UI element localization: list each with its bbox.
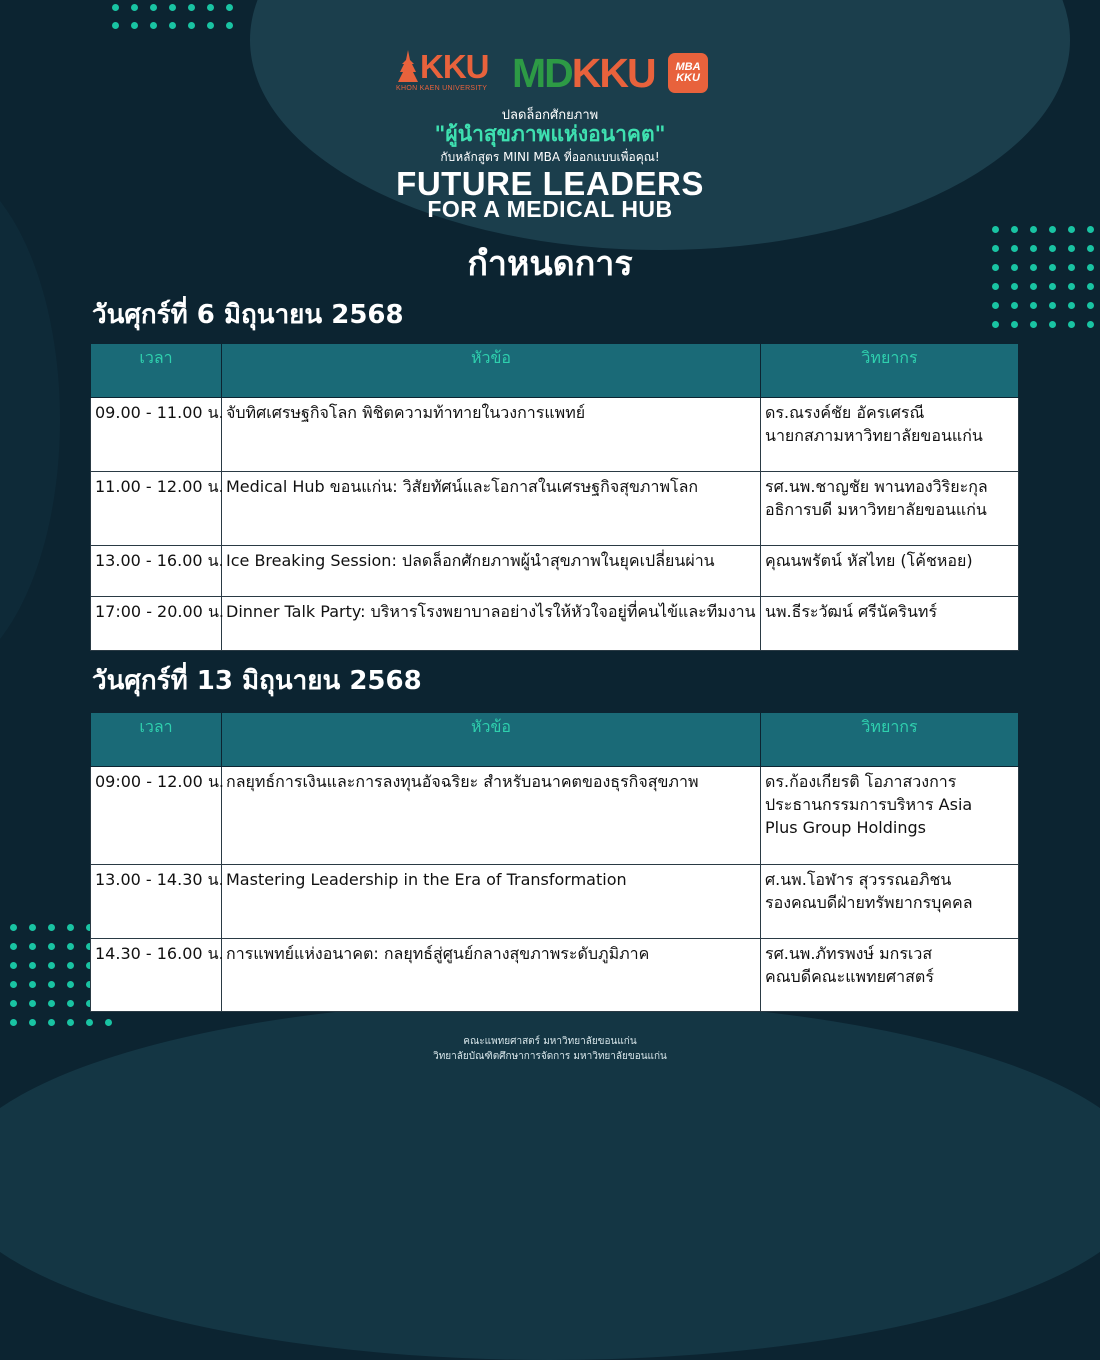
row-time: 09:00 - 12.00 น.	[91, 767, 222, 865]
decor-dot	[169, 22, 176, 29]
table-row	[91, 398, 1019, 472]
decor-dot	[67, 981, 74, 988]
decor-dot	[48, 962, 55, 969]
row-speaker	[761, 546, 1019, 597]
speaker-position: ประธานกรรมการบริหาร Asia	[765, 795, 973, 814]
mba-badge-line-1: MBA	[675, 61, 701, 73]
speaker-name: รศ.นพ.ชาญชัย พานทองวิริยะกุล	[765, 477, 988, 496]
speaker-position: รองคณบดีฝ่ายทรัพยากรบุคคล	[765, 893, 973, 912]
decor-dot	[48, 1019, 55, 1026]
kku-logo-text: KKU	[420, 48, 489, 85]
table-row	[91, 546, 1019, 597]
decor-dot	[188, 22, 195, 29]
decor-dot	[1049, 226, 1056, 233]
footer-line-1: คณะแพทยศาสตร์ มหาวิทยาลัยขอนแก่น	[463, 1036, 637, 1047]
decor-dot	[10, 924, 17, 931]
decor-dot	[29, 962, 36, 969]
col-header-time: เวลา	[91, 344, 222, 398]
decor-dot	[1030, 226, 1037, 233]
decor-dot	[112, 22, 119, 29]
decor-dot	[1087, 226, 1094, 233]
speaker-name: ดร.ก้องเกียรติ โอภาสวงการ	[765, 772, 957, 791]
col-header-speaker: วิทยากร	[761, 713, 1019, 767]
table-header-row	[91, 713, 1019, 767]
decor-dot	[29, 1000, 36, 1007]
decor-dot	[226, 22, 233, 29]
decor-dot	[1087, 321, 1094, 328]
decor-dot	[226, 4, 233, 11]
decor-dot	[1068, 302, 1075, 309]
decor-dot	[1049, 302, 1056, 309]
row-topic: จับทิศเศรษฐกิจโลก พิชิตความท้าทายในวงการแพทย์	[222, 398, 761, 472]
decor-dot	[150, 22, 157, 29]
speaker-name: ดร.ณรงค์ชัย อัครเศรณี	[765, 403, 925, 422]
footer-line-2: วิทยาลัยบัณฑิตศึกษาการจัดการ มหาวิทยาลัยขอนแก่น	[433, 1051, 667, 1062]
table-row	[91, 597, 1019, 651]
day2-title: วันศุกร์ที่ 13 มิถุนายน 2568	[92, 666, 422, 696]
tagline-bottom: กับหลักสูตร MINI MBA ที่ออกแบบเพื่อคุณ!	[440, 150, 660, 164]
speaker-name: คุณนพรัตน์ หัสไทย (โค้ชหอย)	[765, 551, 973, 570]
decor-dot	[131, 4, 138, 11]
decor-dot	[992, 226, 999, 233]
decor-dot	[1087, 302, 1094, 309]
mba-kku-badge	[668, 53, 708, 93]
decor-dot	[10, 1019, 17, 1026]
row-topic: Medical Hub ขอนแก่น: วิสัยทัศน์และโอกาสในเศรษฐกิจสุขภาพโลก	[222, 472, 761, 546]
row-topic: Dinner Talk Party: บริหารโรงพยาบาลอย่างไรให้หัวใจอยู่ที่คนไข้และทีมงาน	[222, 597, 761, 651]
day1-schedule-table	[90, 343, 1019, 651]
kku-logo	[396, 50, 500, 92]
row-topic: Mastering Leadership in the Era of Transformation	[222, 865, 761, 939]
table-row	[91, 939, 1019, 1012]
decor-dot	[10, 962, 17, 969]
decor-dot	[207, 22, 214, 29]
table-row	[91, 865, 1019, 939]
table-row	[91, 472, 1019, 546]
table-header-row	[91, 344, 1019, 398]
decor-dot	[29, 943, 36, 950]
decor-dot	[207, 4, 214, 11]
row-topic: การแพทย์แห่งอนาคต: กลยุทธ์สู่ศูนย์กลางสุขภาพระดับภูมิภาค	[222, 939, 761, 1012]
row-time: 13.00 - 14.30 น.	[91, 865, 222, 939]
speaker-position: อธิการบดี มหาวิทยาลัยขอนแก่น	[765, 500, 987, 519]
decor-dot	[67, 1000, 74, 1007]
speaker-name: นพ.ธีระวัฒน์ ศรีนัครินทร์	[765, 602, 938, 621]
md-kku-logo	[512, 52, 655, 94]
decor-dot	[86, 1019, 93, 1026]
row-speaker	[761, 398, 1019, 472]
decor-dot	[1068, 321, 1075, 328]
decor-dot	[131, 22, 138, 29]
decor-dot	[67, 943, 74, 950]
row-speaker	[761, 472, 1019, 546]
row-time: 14.30 - 16.00 น.	[91, 939, 222, 1012]
col-header-time: เวลา	[91, 713, 222, 767]
logo-row	[0, 48, 1100, 98]
decor-dot	[10, 1000, 17, 1007]
decor-dot	[105, 1019, 112, 1026]
speaker-name: รศ.นพ.ภัทรพงษ์ มกรเวส	[765, 944, 933, 963]
row-topic: กลยุทธ์การเงินและการลงทุนอัจฉริยะ สำหรับอนาคตของธุรกิจสุขภาพ	[222, 767, 761, 865]
decor-dot	[10, 943, 17, 950]
col-header-topic: หัวข้อ	[222, 713, 761, 767]
decor-dot	[150, 4, 157, 11]
table-row	[91, 767, 1019, 865]
decor-dot	[1049, 321, 1056, 328]
md-logo-md: MD	[512, 50, 572, 96]
row-time: 11.00 - 12.00 น.	[91, 472, 222, 546]
decor-dot	[48, 924, 55, 931]
day2-schedule-table	[90, 712, 1019, 1012]
decor-dot	[1030, 302, 1037, 309]
decor-dot	[29, 924, 36, 931]
tagline-highlight: "ผู้นำสุขภาพแห่งอนาคต"	[434, 122, 666, 146]
row-time: 09.00 - 11.00 น.	[91, 398, 222, 472]
mba-badge-line-2: KKU	[676, 72, 700, 84]
decor-dot	[992, 302, 999, 309]
decor-dot	[29, 981, 36, 988]
kku-logo-subtitle: KHON KAEN UNIVERSITY	[396, 85, 488, 92]
speaker-name: ศ.นพ.โอฬาร สุวรรณอภิชน	[765, 870, 952, 889]
decor-dot	[48, 943, 55, 950]
tagline-top: ปลดล็อกศักยภาพ	[501, 108, 599, 123]
speaker-position: คณบดีคณะแพทยศาสตร์	[765, 967, 934, 986]
speaker-position-cont: Plus Group Holdings	[765, 818, 926, 837]
dot-pattern-top	[112, 4, 233, 29]
decor-dot	[10, 981, 17, 988]
decor-dot	[67, 1019, 74, 1026]
decor-dot	[992, 321, 999, 328]
decor-dot	[1068, 226, 1075, 233]
row-speaker	[761, 767, 1019, 865]
decor-dot	[48, 1000, 55, 1007]
decor-dot	[169, 4, 176, 11]
decor-dot	[67, 962, 74, 969]
headline-future-leaders: FUTURE LEADERS	[396, 165, 704, 202]
decor-dot	[1011, 302, 1018, 309]
col-header-topic: หัวข้อ	[222, 344, 761, 398]
decor-dot	[188, 4, 195, 11]
decor-dot	[67, 924, 74, 931]
decor-dot	[112, 4, 119, 11]
md-logo-kku: KKU	[571, 50, 655, 96]
row-speaker	[761, 865, 1019, 939]
decor-dot	[48, 981, 55, 988]
row-speaker	[761, 939, 1019, 1012]
speaker-position: นายกสภามหาวิทยาลัยขอนแก่น	[765, 426, 983, 445]
decor-dot	[1030, 321, 1037, 328]
schedule-title: กำหนดการ	[467, 244, 633, 284]
row-time: 17:00 - 20.00 น.	[91, 597, 222, 651]
col-header-speaker: วิทยากร	[761, 344, 1019, 398]
decor-dot	[1011, 226, 1018, 233]
day1-title: วันศุกร์ที่ 6 มิถุนายน 2568	[92, 300, 404, 330]
row-topic: Ice Breaking Session: ปลดล็อกศักยภาพผู้นำสุขภาพในยุคเปลี่ยนผ่าน	[222, 546, 761, 597]
kku-temple-icon	[396, 50, 420, 84]
decor-dot	[1011, 321, 1018, 328]
row-time: 13.00 - 16.00 น.	[91, 546, 222, 597]
headline-medical-hub: FOR A MEDICAL HUB	[427, 196, 673, 222]
row-speaker	[761, 597, 1019, 651]
decor-dot	[29, 1019, 36, 1026]
